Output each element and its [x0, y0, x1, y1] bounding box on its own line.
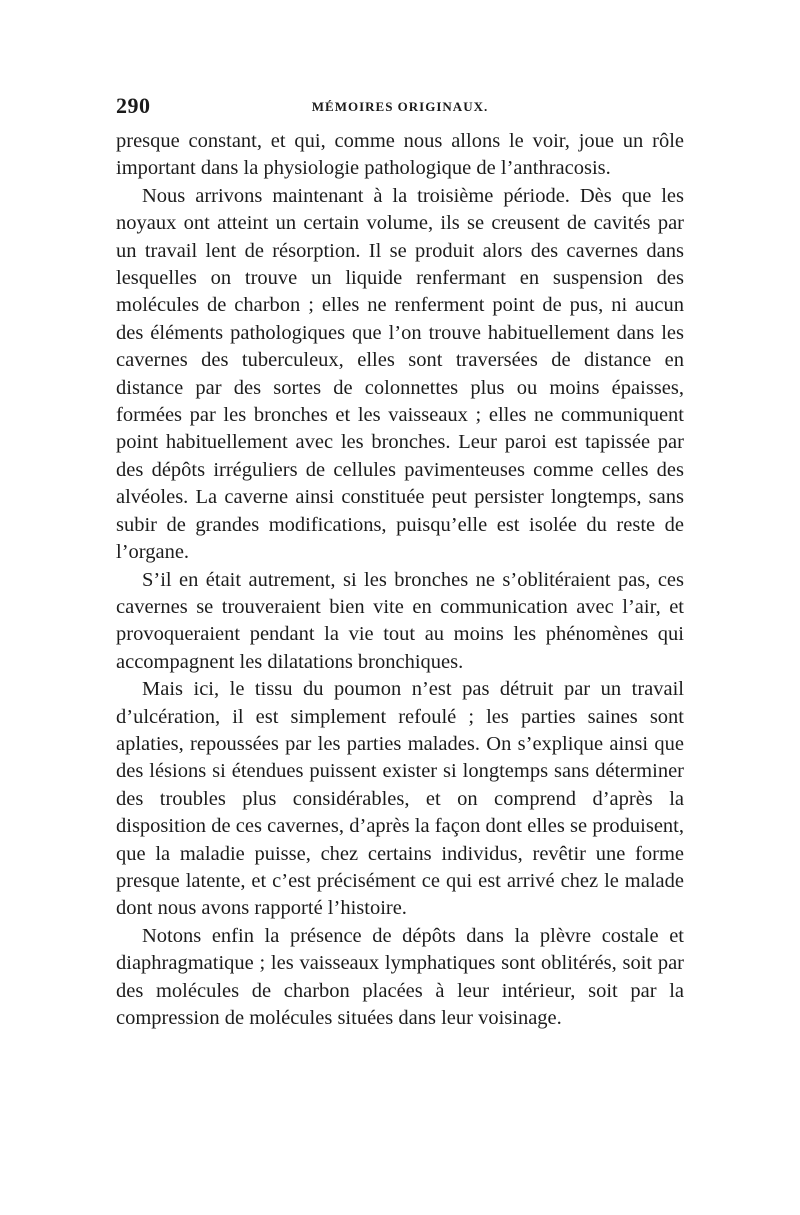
paragraph-1: presque constant, et qui, comme nous allons le voir, joue un rôle important dans la physiologie pathologique de l’anthracosis. — [116, 130, 684, 180]
paragraph-4: Mais ici, le tissu du poumon n’est pas détruit par un travail d’ulcération, il est simplement refoulé ; les parties saines sont aplaties, repoussées par les parties malades. On s’explique ainsi que des lésions si étendues puissent exister si longtemps sans déterminer des troubles plus considérables, et on comprend d’après la disposition de ces cavernes, d’après la façon dont elles se produisent, que la maladie puisse, chez certains individus, revêtir une forme presque latente, et c’est précisément ce qui est arrivé chez le malade dont nous avons rapporté l’histoire. — [116, 678, 684, 920]
paragraph-2: Nous arrivons maintenant à la troisième période. Dès que les noyaux ont atteint un certain volume, ils se creusent de cavités par un travail lent de résorption. Il se produit alors des cavernes dans lesquelles on trouve un liquide renfermant en suspension des molécules de charbon ; elles ne renferment point de pus, ni aucun des éléments pathologiques que l’on trouve habituellement dans les cavernes des tuberculeux, elles sont traversées de distance en distance par des sortes de colonnettes plus ou moins épaisses, formées par les bronches et les vaisseaux ; elles ne communiquent point habituellement avec les bronches. Leur paroi est tapissée par des dépôts irréguliers de cellules pavimenteuses comme celles des alvéoles. La caverne ainsi constituée peut persister longtemps, sans subir de grandes modifications, puisqu’elle est isolée du reste de l’organe. — [116, 184, 684, 564]
body-text — [116, 128, 684, 1032]
page-header — [116, 93, 684, 123]
paragraph-5: Notons enfin la présence de dépôts dans la plèvre costale et diaphragmatique ; les vaisseaux lymphatiques sont oblitérés, soit par des molécules de charbon placées à leur intérieur, soit par la compression de molécules situées dans leur voisinage. — [116, 924, 684, 1029]
paragraph-3: S’il en était autrement, si les bronches ne s’oblitéraient pas, ces cavernes se trouveraient bien vite en communication avec l’air, et provoqueraient pendant la vie tout au moins les phénomènes qui accompagnent les dilatations bronchiques. — [116, 568, 684, 673]
running-title: MÉMOIRES ORIGINAUX. — [311, 99, 489, 114]
page-number: 290 — [116, 93, 151, 118]
